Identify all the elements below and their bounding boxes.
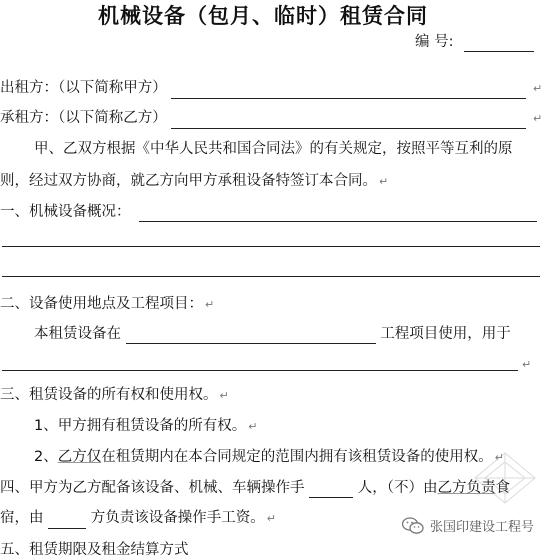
lessee-blank (171, 113, 526, 129)
section4-line1: 四、甲方为乙方配备该设备、机械、车辆操作手 人，（不）由乙方负责食 (0, 480, 510, 496)
section3-item1: 1、甲方拥有租赁设备的所有权。 ↵ (34, 418, 258, 434)
faded-stamp-graphic (470, 448, 540, 508)
paragraph-mark: ↵ (532, 82, 543, 95)
section4-line2: 宿，由 方负责该设备操作手工资。 ↵ (0, 508, 276, 529)
document-title: 机械设备（包月、临时）租赁合同 (98, 4, 428, 28)
section2-purpose-blank (2, 370, 518, 371)
section1-heading: 一、机械设备概况： (0, 204, 131, 220)
section2-text-a: 本租赁设备在 (34, 326, 121, 342)
section3-item2: 2、乙方仅在租赁期内在本合同规定的范围内拥有该租赁设备的使用权。 ↵ (34, 449, 504, 465)
section1-blank-line-2 (2, 246, 540, 247)
project-blank (126, 328, 376, 344)
wechat-icon (402, 517, 424, 535)
section2-location-row (34, 324, 511, 344)
contract-number-row (415, 32, 534, 52)
section1-heading-row (0, 202, 537, 222)
intro-paragraph-line1: 甲、乙双方根据《中华人民共和国合同法》的有关规定，按照平等互利的原 (34, 141, 513, 157)
paragraph-mark: ↵ (532, 112, 543, 125)
section2-heading: 二、设备使用地点及工程项目： ↵ (0, 296, 215, 312)
lessor-blank (171, 83, 526, 99)
watermark (402, 516, 534, 535)
contract-number-blank (464, 36, 534, 52)
lessee-row (0, 108, 542, 129)
lessee-label: 承租方：（以下简称乙方） (0, 110, 167, 126)
wage-party-blank (48, 513, 86, 529)
section5-partial-heading: 五、租赁期限及租金结算方式 (0, 542, 189, 558)
lessor-label: 出租方：（以下简称甲方） (0, 80, 167, 96)
section2-text-b: 工程项目使用，用于 (380, 326, 511, 342)
lessor-row (0, 78, 542, 99)
section1-blank (139, 206, 537, 222)
section1-blank-line-3 (2, 276, 540, 277)
contract-number-label: 编 号: (415, 34, 454, 50)
paragraph-mark: ↵ (522, 358, 532, 371)
watermark-text: 张国印建设工程号 (430, 520, 535, 535)
section3-heading: 三、租赁设备的所有权和使用权。 ↵ (0, 387, 229, 403)
operator-count-blank (309, 482, 353, 498)
intro-paragraph-line2: 则，经过双方协商，就乙方向甲方承租设备特签订本合同。 ↵ (0, 173, 389, 189)
